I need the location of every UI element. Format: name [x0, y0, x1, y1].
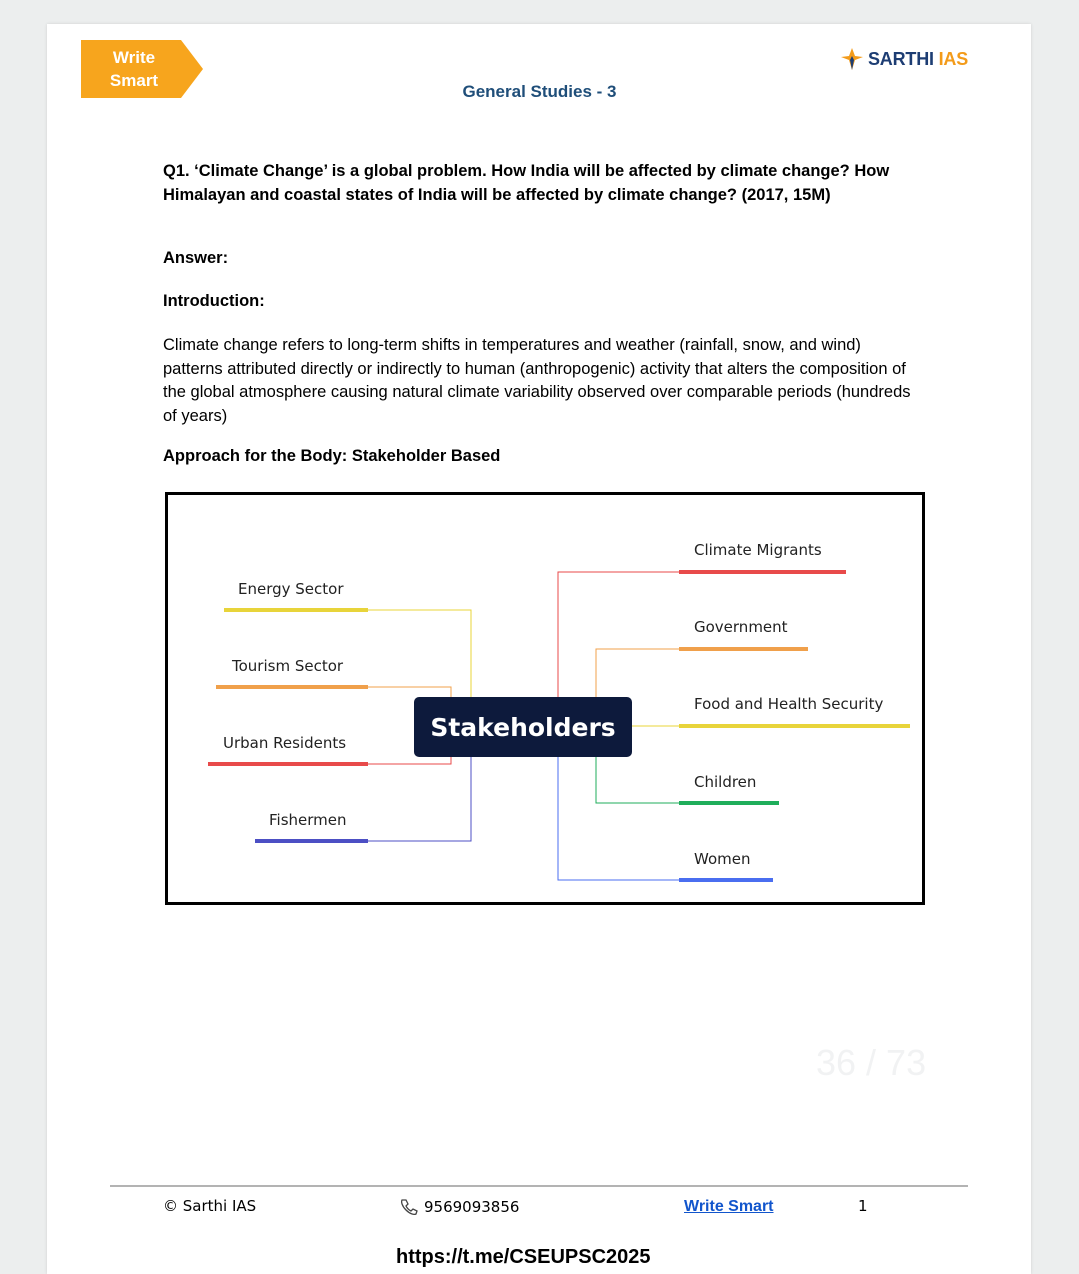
footer-phone [398, 1197, 519, 1217]
question-text: Q1. ‘Climate Change’ is a global problem. How India will be affected by climate change? How Himalayan and coastal states of India will be affected by climate change? (2017, 15M) [163, 162, 890, 204]
introduction-label: Introduction: [163, 292, 265, 310]
badge-line2: Smart [109, 71, 159, 90]
connector-climate-migrants [558, 572, 846, 700]
write-smart-link[interactable]: Write Smart [684, 1198, 774, 1215]
node-tourism-sector: Tourism Sector [232, 657, 344, 675]
node-children: Children [694, 773, 757, 791]
node-government: Government [694, 618, 788, 636]
node-urban-residents: Urban Residents [223, 734, 347, 752]
phone-icon [398, 1197, 420, 1217]
mindmap-center-node: Stakeholders [414, 697, 632, 757]
page-counter-overlay: 36 / 73 [816, 1042, 927, 1083]
node-energy-sector: Energy Sector [238, 580, 344, 598]
introduction-text: Climate change refers to long-term shifts in temperatures and weather (rainfall, snow, and wind) patterns attributed directly or indirectly to human (anthropogenic) activity that alters the composition of the global atmosphere causing natural climate variability observed over comparable periods (hundreds of years) [163, 336, 911, 425]
subject-title: General Studies - 3 [462, 82, 617, 101]
telegram-link-cut[interactable]: https://t.me/CSEUPSC2025 [396, 1246, 651, 1268]
node-women: Women [694, 850, 751, 868]
footer-write-smart-link-wrap [684, 1197, 774, 1216]
phone-number: 9569093856 [424, 1198, 520, 1216]
footer-page-number: 1 [858, 1197, 868, 1215]
logo-text [868, 49, 968, 70]
logo-accent-text: IAS [938, 48, 969, 69]
footer-copyright: © Sarthi IAS [163, 1197, 257, 1215]
stakeholder-mindmap [165, 492, 925, 905]
logo-emblem-icon [840, 47, 864, 71]
logo-main-text: SARTHI [868, 48, 934, 69]
footer-divider [110, 1185, 968, 1187]
node-climate-migrants: Climate Migrants [694, 541, 822, 559]
approach-label: Approach for the Body: Stakeholder Based [163, 447, 501, 465]
connector-government [596, 649, 808, 700]
node-fishermen: Fishermen [269, 811, 347, 829]
badge-line1: Write [112, 48, 156, 67]
answer-label: Answer: [163, 249, 229, 267]
node-food-health-security: Food and Health Security [694, 695, 884, 713]
sarthi-ias-logo [840, 46, 968, 72]
